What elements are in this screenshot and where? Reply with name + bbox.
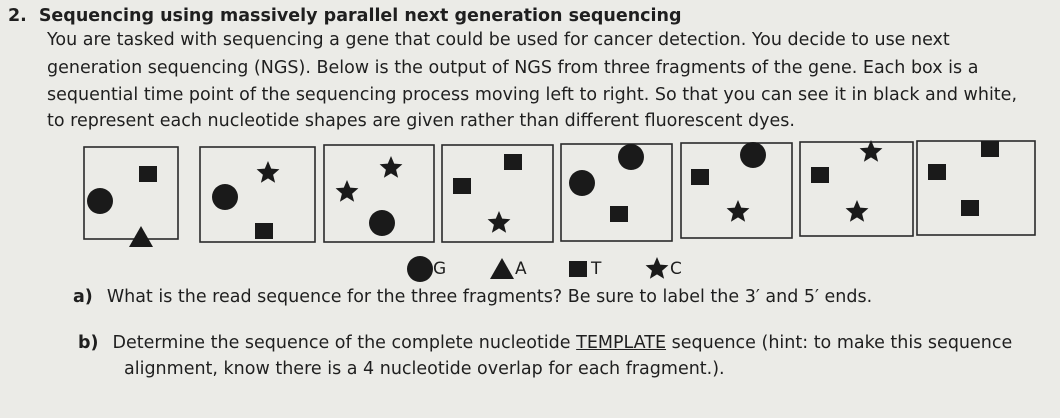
paragraph-line-1: You are tasked with sequencing a gene that could be used for cancer detection. You decide to use next	[47, 30, 950, 50]
paragraph-line-2: generation sequencing (NGS). Below is the output of NGS from three fragments of the gene. Each box is a	[47, 58, 979, 78]
part-a-text: What is the read sequence for the three fragments? Be sure to label the 3′ and 5′ ends.	[106, 287, 873, 307]
part-b-text-pre: Determine the sequence of the complete nucleotide	[112, 333, 577, 353]
legend-circle-icon	[407, 256, 433, 282]
legend-label-a: A	[515, 259, 527, 279]
paragraph-line-4: to represent each nucleotide shapes are given rather than different fluorescent dyes.	[47, 111, 795, 131]
legend-triangle-icon	[490, 258, 514, 279]
legend-label-g: G	[433, 259, 447, 279]
part-b-line-2: alignment, know there is a 4 nucleotide overlap for each fragment.).	[124, 359, 725, 379]
legend-star-icon	[646, 257, 669, 279]
legend-label-c: C	[670, 259, 682, 279]
paragraph-line-3: sequential time point of the sequencing process moving left to right. So that you can see it in black and white,	[47, 85, 1018, 105]
part-b	[78, 332, 1012, 354]
legend-label-t: T	[591, 259, 602, 279]
part-a	[73, 286, 872, 308]
legend-square-icon	[569, 261, 587, 277]
question-title-text: Sequencing using massively parallel next generation sequencing	[38, 6, 682, 26]
part-b-label: b)	[78, 333, 99, 353]
part-b-text-post: sequence (hint: to make this sequence	[666, 333, 1013, 353]
part-b-text-template: TEMPLATE	[576, 333, 667, 353]
question-number: 2.	[8, 6, 27, 26]
part-a-label: a)	[73, 287, 93, 307]
